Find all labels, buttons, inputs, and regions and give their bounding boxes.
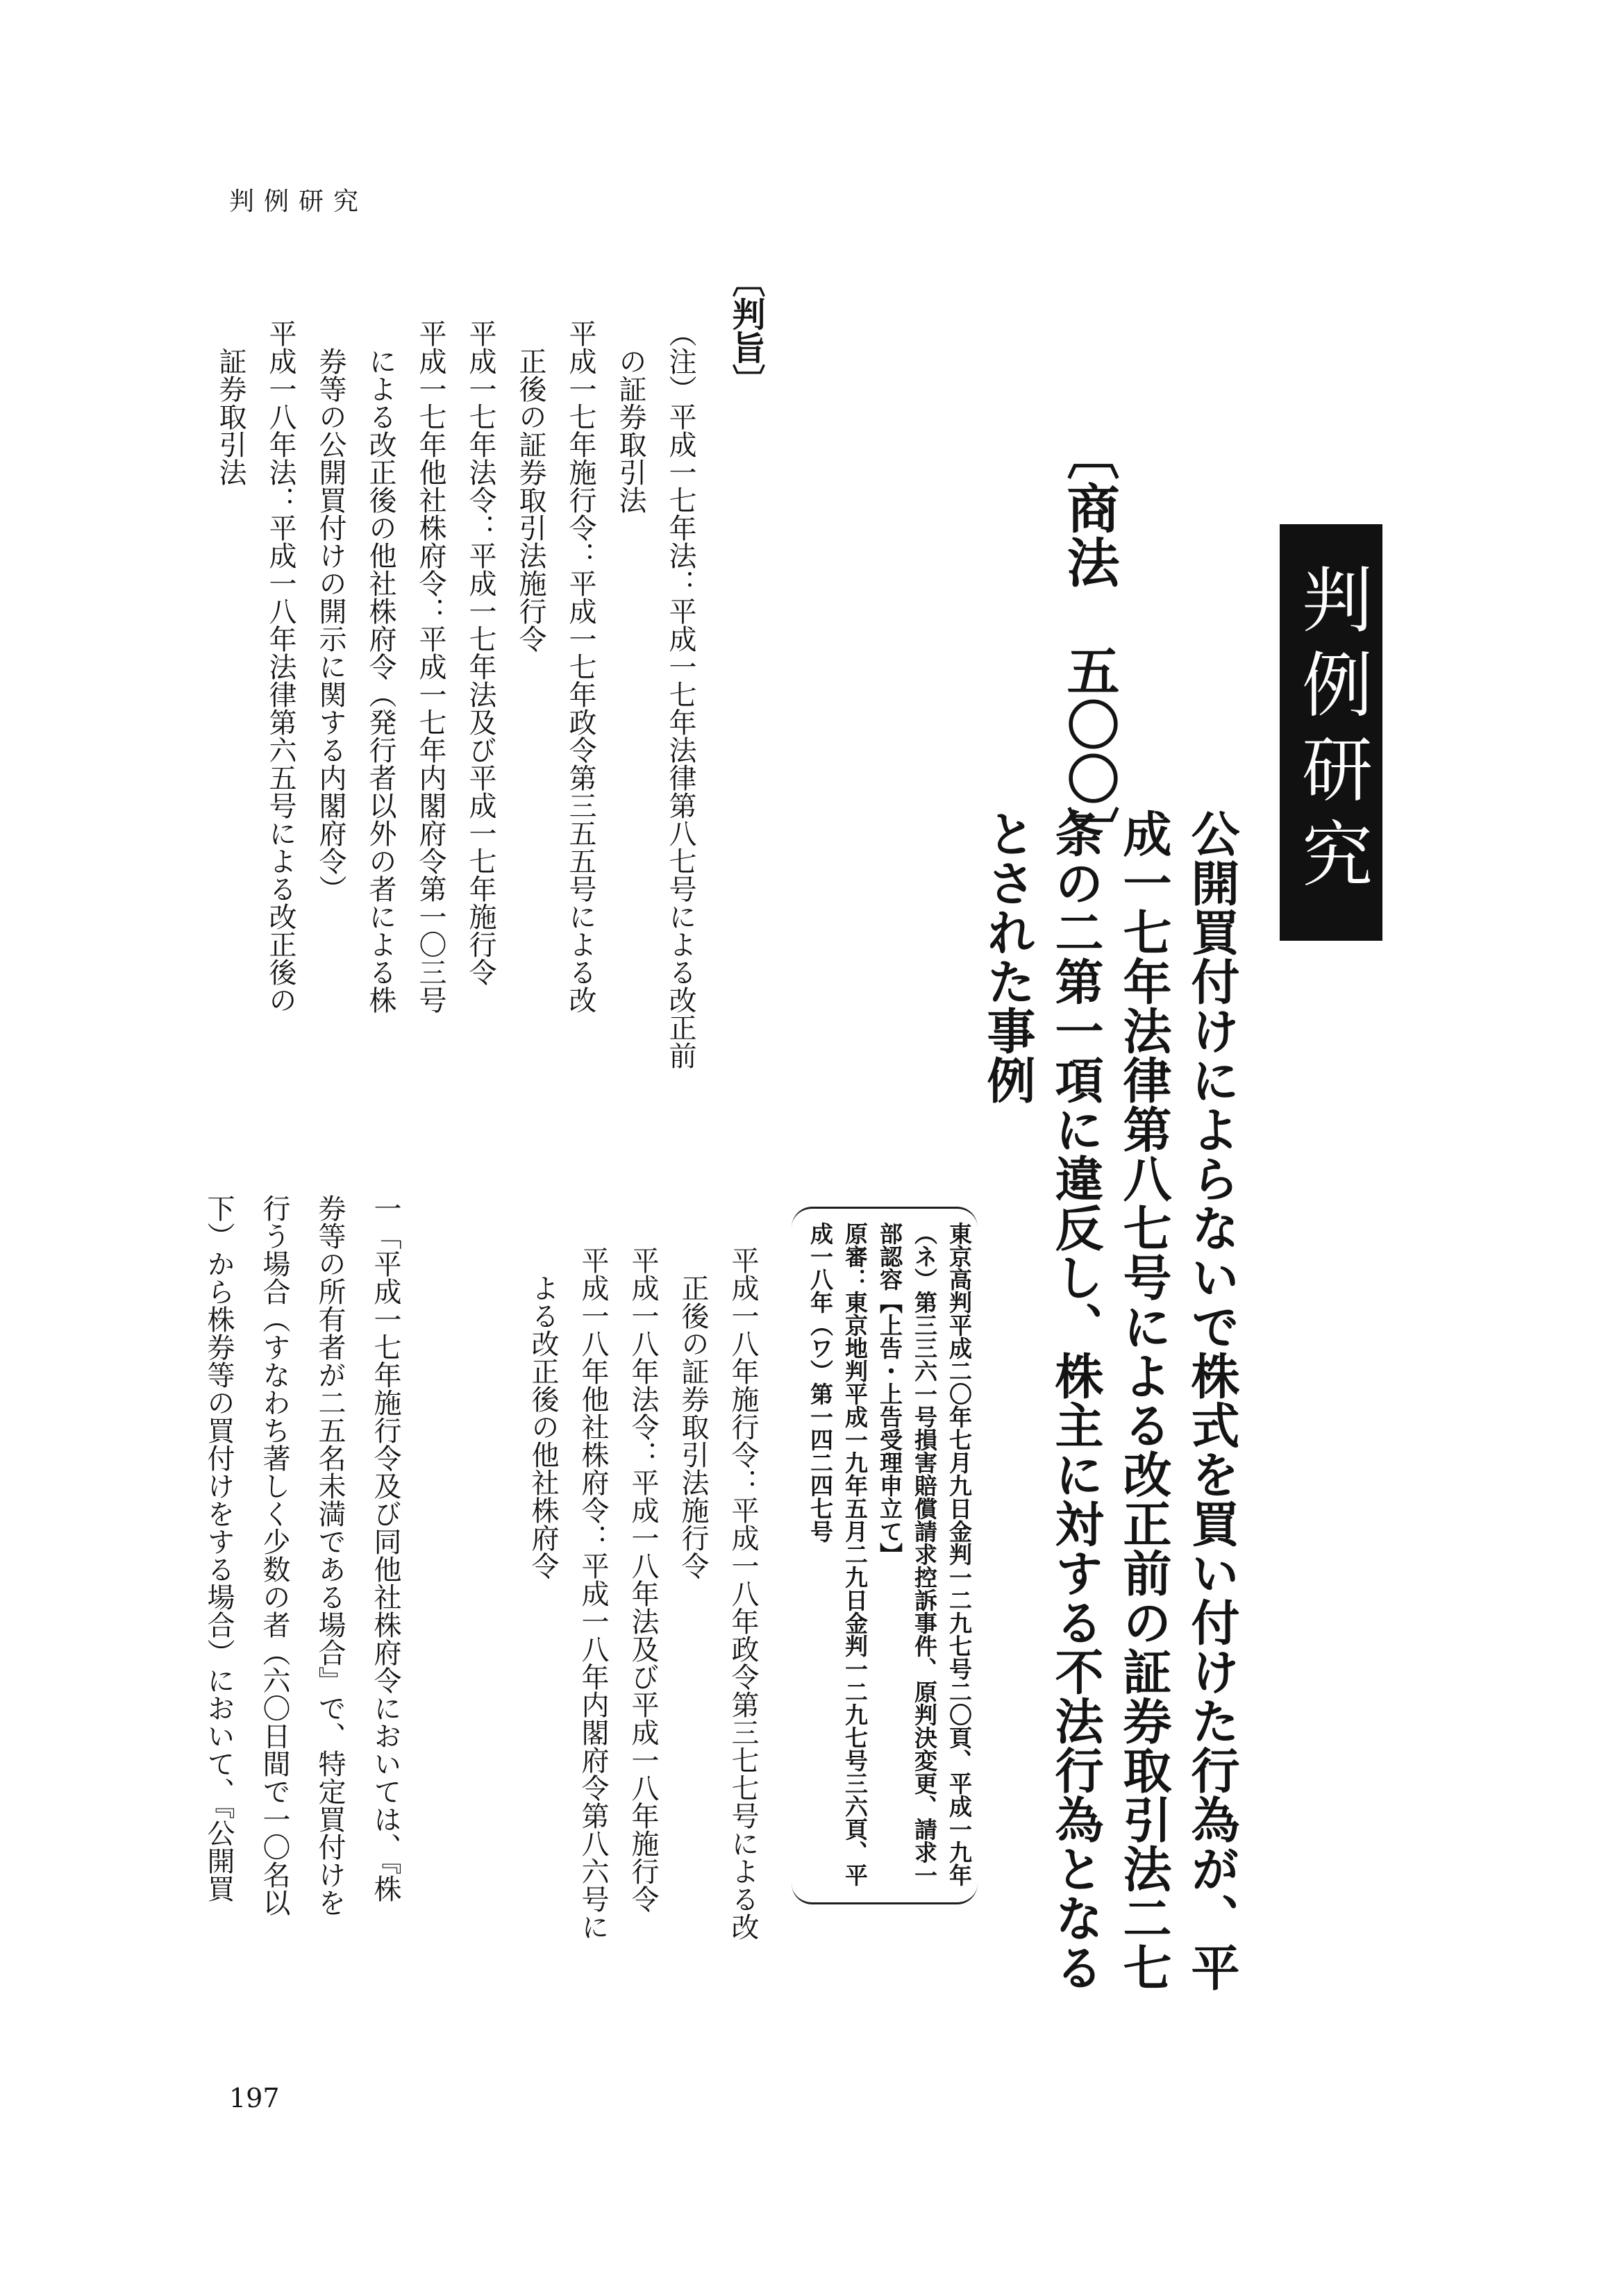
note-line: の証券取引法 [614,319,646,514]
case-label: 〔商法 五〇〇〕 [1058,427,1120,860]
title-line: とされた事例 [979,809,1037,1105]
note-line: による改正後の他社株府令（発行者以外の者による株 [365,319,396,1014]
title-line: 公開買付けによらないで株式を買い付けた行為が、平 [1183,809,1241,1992]
running-head: 判例研究 [229,187,369,216]
court-info-line: （ネ）第三三六一号損害賠償請求控訴事件、原判決変更、請求一 [911,1222,938,1886]
body-line: 一「平成一七年施行令及び同他社株府令においては、『株 [369,1194,401,1902]
abbreviation-line: 平成一八年法令：平成一八年法及び平成一八年施行令 [627,1246,659,1913]
title-line: 成一七年法律第八七号による改正前の証券取引法二七 [1115,809,1173,1992]
title-line: 条の二第一項に違反し、株主に対する不法行為となる [1047,809,1105,1992]
page-number: 197 [229,2083,280,2113]
court-info-line: 部認容【上告・上告受理申立て】 [876,1222,903,1566]
section-label: 〔判旨〕 [726,264,765,397]
note-line: 証券取引法 [215,319,246,486]
abbreviation-line: 正後の証券取引法施行令 [677,1246,709,1579]
abbreviation-line: 平成一八年他社株府令：平成一八年内閣府令第八六号に [577,1246,609,1941]
abbreviation-line: 平成一八年施行令：平成一八年政令第三七七号による改 [727,1246,759,1941]
abbreviation-line: よる改正後の他社株府令 [527,1246,559,1579]
body-line: 行う場合（すなわち著しく少数の者（六〇日間で一〇名以 [258,1194,290,1916]
body-line: 下）から株券等の買付けをする場合）において、『公開買 [203,1194,235,1902]
note-line: 平成一七年施行令：平成一七年政令第三五五号による改 [565,319,596,1014]
court-info-line: 成一八年（ワ）第一四二四七号 [807,1222,834,1543]
note-line: 券等の公開買付けの開示に関する内閣府令） [315,319,346,903]
note-line: 平成一七年他社株府令：平成一七年内閣府令第一〇三号 [415,319,446,1014]
court-info-line: 東京高判平成二〇年七月九日金判一二九七号二〇頁、平成一九年 [946,1222,973,1886]
court-info-line: 原審：東京地判平成一九年五月二九日金判一二九七号三六頁、平 [842,1222,869,1886]
note-line: 平成一八年法：平成一八年法律第六五号による改正後の [265,319,296,1014]
note-line: （注）平成一七年法：平成一七年法律第八七号による改正前 [664,319,696,1069]
note-line: 正後の証券取引法施行令 [515,319,546,653]
note-line: 平成一七年法令：平成一七年法及び平成一七年施行令 [465,319,496,986]
body-line: 券等の所有者が二五名未満である場合』で、特定買付けを [314,1194,346,1916]
series-badge-label: 判例研究 [1290,563,1373,902]
series-badge [1280,524,1382,941]
